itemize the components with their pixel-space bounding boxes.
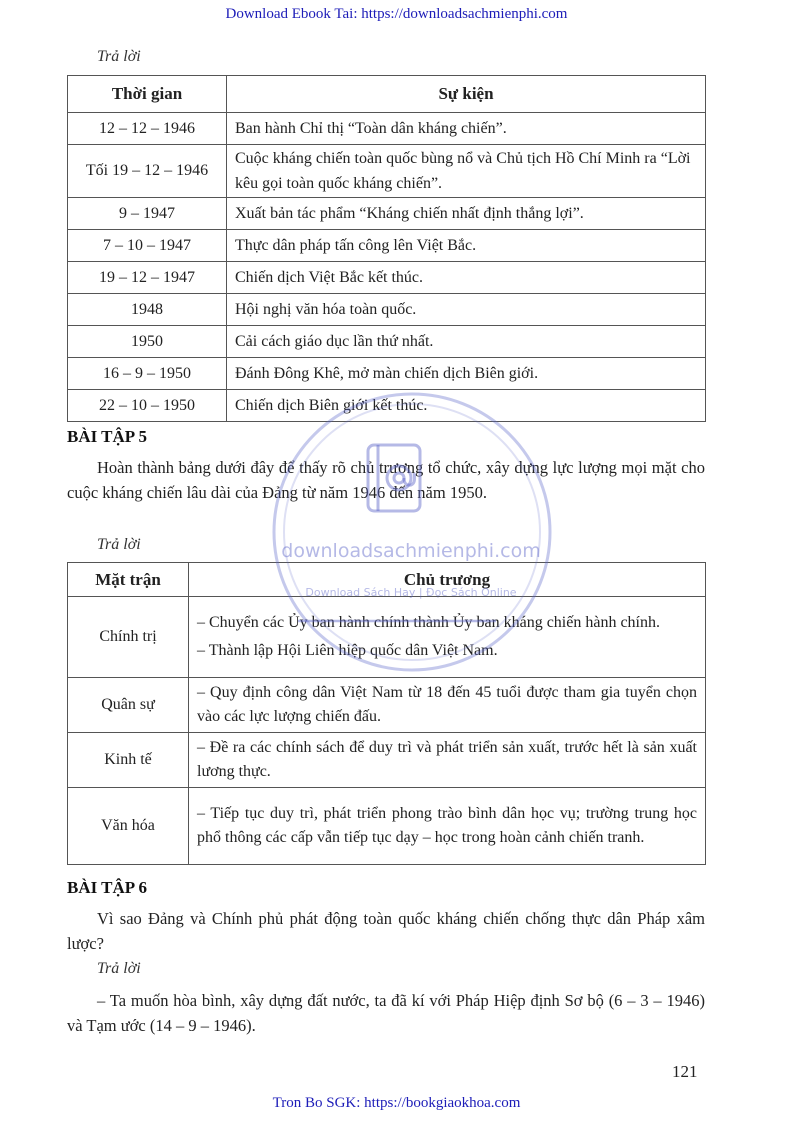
event-cell: Ban hành Chỉ thị “Toàn dân kháng chiến”. bbox=[227, 113, 706, 145]
exercise-6-title: BÀI TẬP 6 bbox=[67, 878, 147, 897]
exercise-5-answer-label: Trả lời bbox=[97, 536, 141, 553]
exercise-5-title: BÀI TẬP 5 bbox=[67, 427, 147, 446]
table-row bbox=[68, 198, 706, 230]
event-cell: Đánh Đông Khê, mở màn chiến dịch Biên giới. bbox=[227, 358, 706, 390]
table-header-row bbox=[68, 76, 706, 113]
event-cell: Cuộc kháng chiến toàn quốc bùng nổ và Chủ tịch Hồ Chí Minh ra “Lời kêu gọi toàn quốc kháng chiến”. bbox=[227, 145, 706, 198]
exercise-6-answer-label: Trả lời bbox=[97, 960, 141, 977]
time-cell: 7 – 10 – 1947 bbox=[68, 230, 227, 262]
column-header-event: Sự kiện bbox=[227, 76, 706, 113]
table-row bbox=[68, 230, 706, 262]
time-cell: 22 – 10 – 1950 bbox=[68, 390, 227, 422]
table-row bbox=[68, 358, 706, 390]
policy-table bbox=[67, 562, 706, 865]
event-cell: Cải cách giáo dục lần thứ nhất. bbox=[227, 326, 706, 358]
header-download-link[interactable]: Download Ebook Tai: https://downloadsachmienphi.com bbox=[225, 6, 568, 22]
policy-cell: – Quy định công dân Việt Nam từ 18 đến 45 tuổi được tham gia tuyển chọn vào các lực lượng chiến đấu. bbox=[189, 678, 706, 733]
policy-cell bbox=[189, 597, 706, 678]
exercise-5-question: Hoàn thành bảng dưới đây để thấy rõ chủ trương tổ chức, xây dựng lực lượng mọi mặt cho cuộc kháng chiến lâu dài của Đảng từ năm 1946 đến năm 1950. bbox=[67, 458, 705, 502]
column-header-time: Thời gian bbox=[68, 76, 227, 113]
column-header-front: Mặt trận bbox=[68, 563, 189, 597]
table-row bbox=[68, 678, 706, 733]
page-number: 121 bbox=[672, 1062, 698, 1081]
event-cell: Thực dân pháp tấn công lên Việt Bắc. bbox=[227, 230, 706, 262]
time-cell: 12 – 12 – 1946 bbox=[68, 113, 227, 145]
policy-cell: – Tiếp tục duy trì, phát triển phong trào bình dân học vụ; trường trung học phổ thông các cấp vẫn tiếp tục dạy – học trong hoàn cảnh chiến tranh. bbox=[189, 788, 706, 865]
watermark-site-text: downloadsachmienphi.com bbox=[281, 540, 541, 562]
time-cell: 16 – 9 – 1950 bbox=[68, 358, 227, 390]
front-cell: Văn hóa bbox=[68, 788, 189, 865]
front-cell: Chính trị bbox=[68, 597, 189, 678]
table-row bbox=[68, 733, 706, 788]
event-cell: Chiến dịch Biên giới kết thúc. bbox=[227, 390, 706, 422]
answer-label: Trả lời bbox=[97, 48, 141, 65]
event-cell: Chiến dịch Việt Bắc kết thúc. bbox=[227, 262, 706, 294]
footer-link[interactable]: Tron Bo SGK: https://bookgiaokhoa.com bbox=[272, 1095, 521, 1111]
event-cell: Hội nghị văn hóa toàn quốc. bbox=[227, 294, 706, 326]
exercise-6-question: Vì sao Đảng và Chính phủ phát động toàn quốc kháng chiến chống thực dân Pháp xâm lược? bbox=[67, 909, 705, 953]
exercise-6-answer: – Ta muốn hòa bình, xây dựng đất nước, ta đã kí với Pháp Hiệp định Sơ bộ (6 – 3 – 1946) và Tạm ước (14 – 9 – 1946). bbox=[67, 991, 705, 1035]
time-cell: 1950 bbox=[68, 326, 227, 358]
watermark-tagline: Download Sách Hay | Đọc Sách Online bbox=[305, 586, 517, 599]
table-row bbox=[68, 294, 706, 326]
policy-line: – Chuyển các Ủy ban hành chính thành Ủy ban kháng chiến hành chính. bbox=[197, 614, 660, 631]
table-row bbox=[68, 390, 706, 422]
table-row bbox=[68, 597, 706, 678]
time-cell: 1948 bbox=[68, 294, 227, 326]
time-cell: Tối 19 – 12 – 1946 bbox=[68, 145, 227, 198]
front-cell: Quân sự bbox=[68, 678, 189, 733]
table-row bbox=[68, 326, 706, 358]
table-row bbox=[68, 262, 706, 294]
policy-cell: – Đề ra các chính sách để duy trì và phát triển sản xuất, trước hết là sản xuất lương thực. bbox=[189, 733, 706, 788]
time-cell: 19 – 12 – 1947 bbox=[68, 262, 227, 294]
table-row bbox=[68, 113, 706, 145]
front-cell: Kinh tế bbox=[68, 733, 189, 788]
timeline-table bbox=[67, 75, 706, 422]
table-row bbox=[68, 145, 706, 198]
event-cell: Xuất bản tác phẩm “Kháng chiến nhất định thắng lợi”. bbox=[227, 198, 706, 230]
table-row bbox=[68, 788, 706, 865]
time-cell: 9 – 1947 bbox=[68, 198, 227, 230]
column-header-policy: Chủ trương bbox=[189, 563, 706, 597]
policy-line: – Thành lập Hội Liên hiệp quốc dân Việt Nam. bbox=[197, 642, 498, 659]
